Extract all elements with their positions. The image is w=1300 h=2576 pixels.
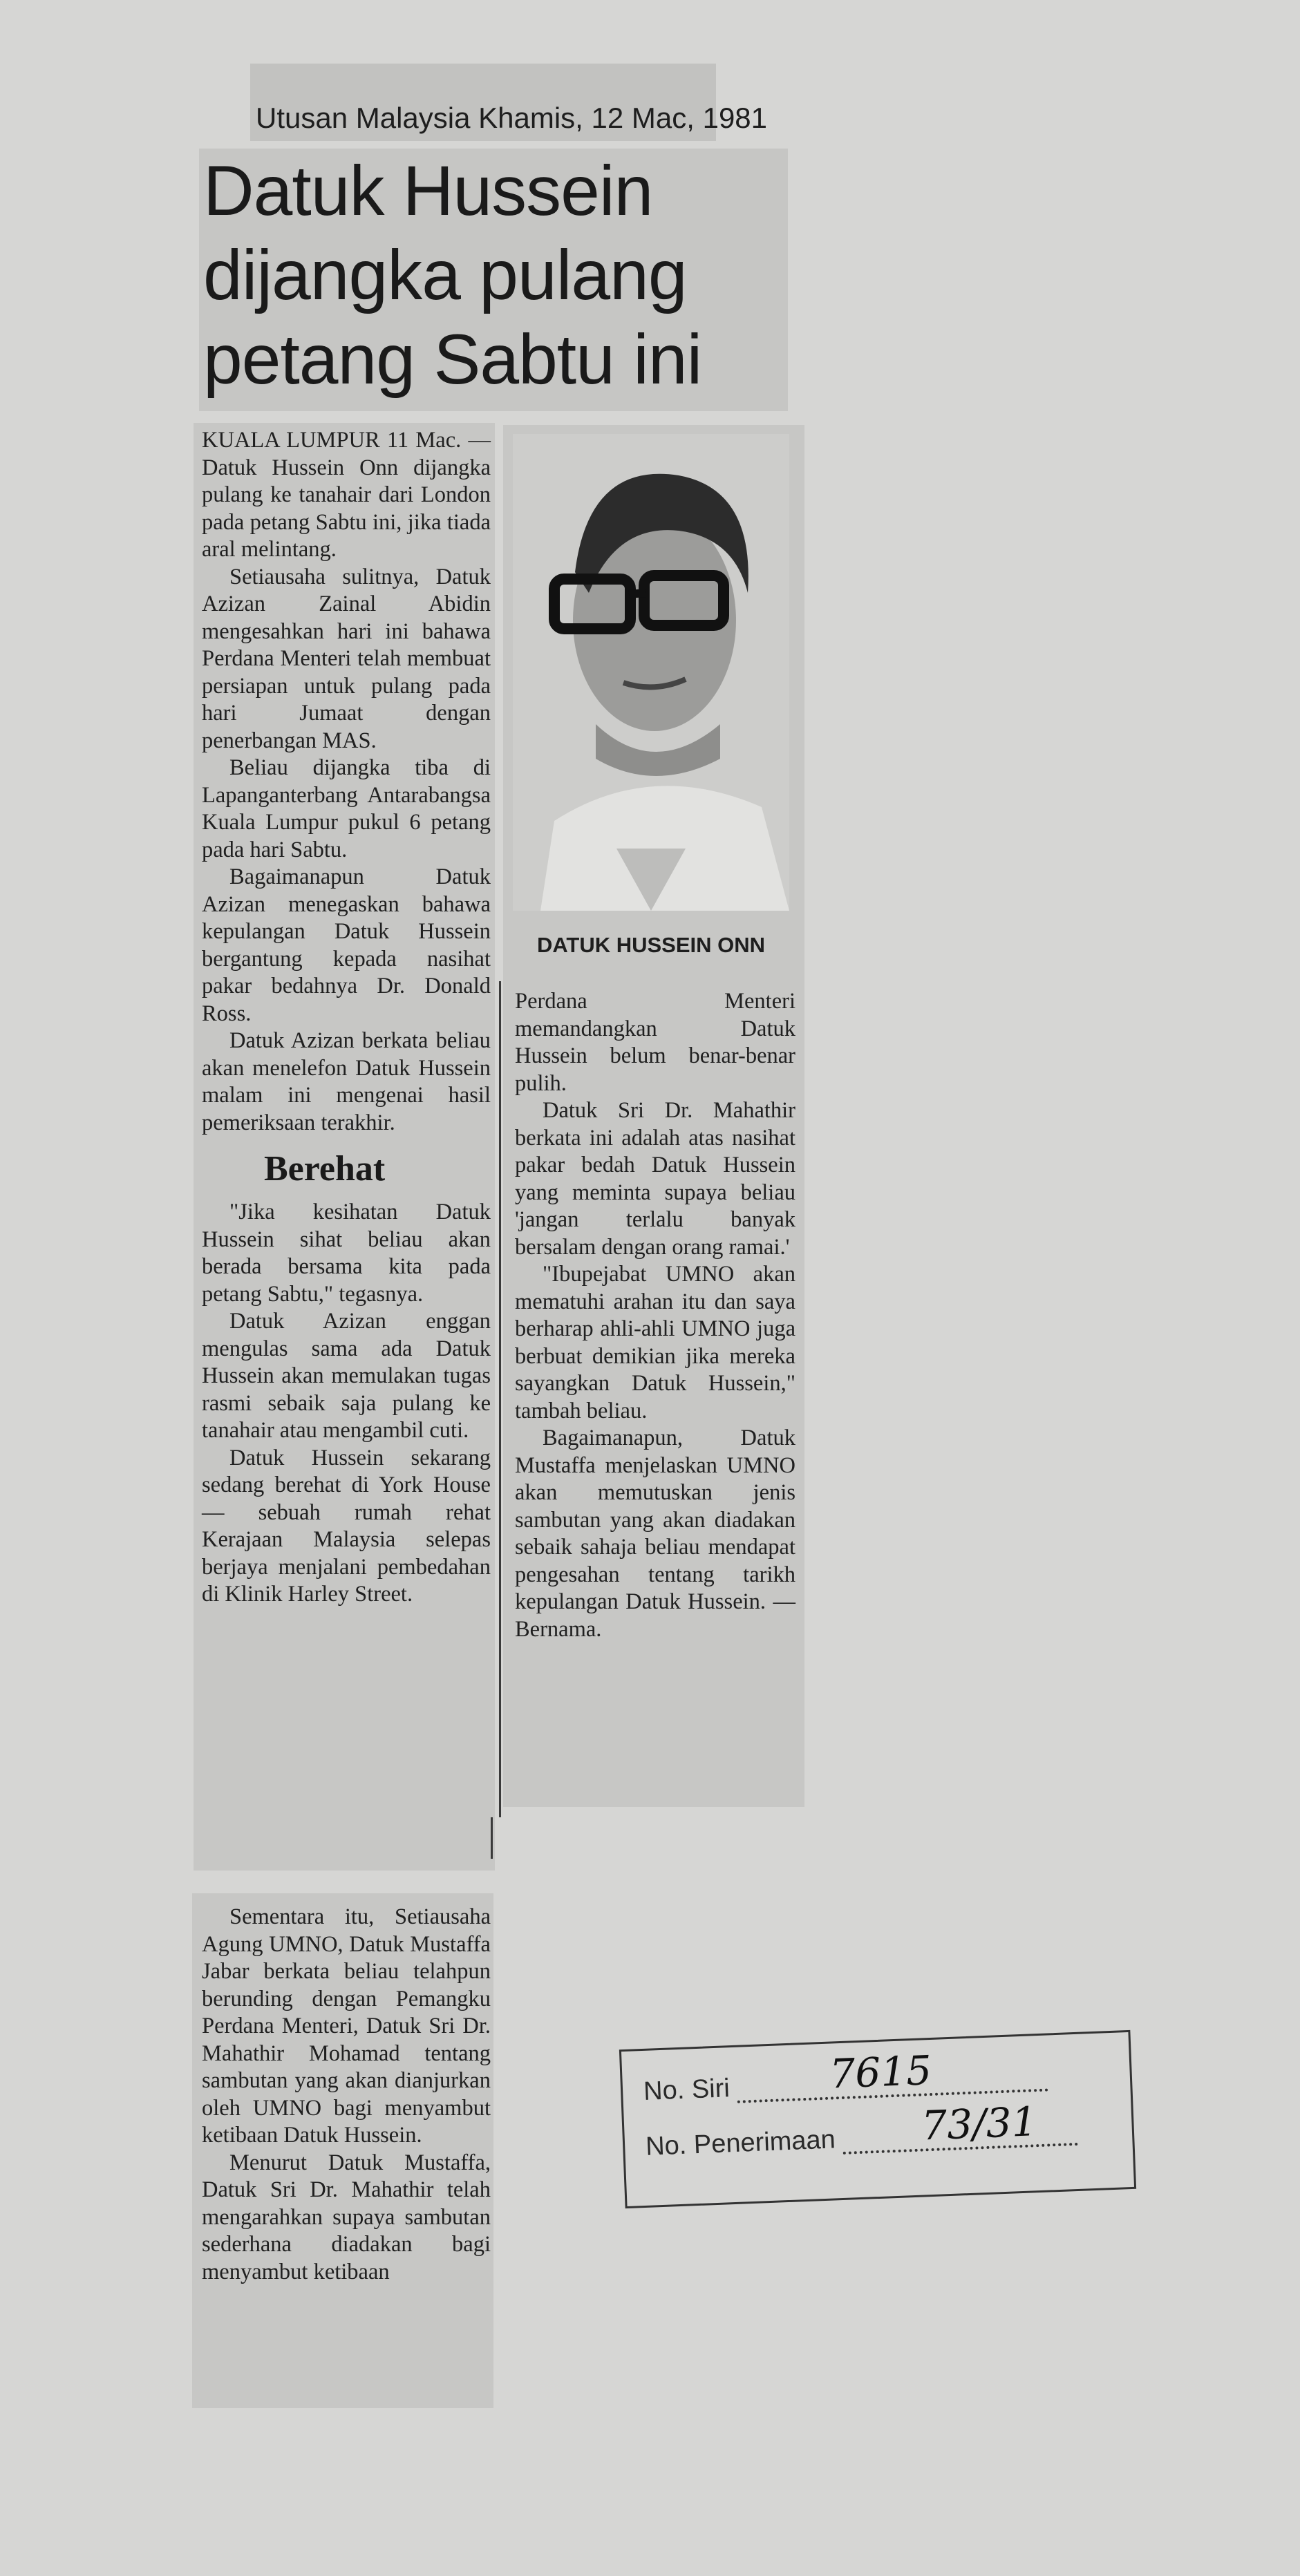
article-column-1-continued [202, 1904, 491, 2286]
paragraph: Datuk Azizan enggan mengulas sama ada Datuk Hussein akan memulakan tugas rasmi sebaik saja pulang ke tanahair atau mengambil cuti. [202, 1309, 491, 1443]
paragraph: Datuk Sri Dr. Mahathir berkata ini adalah atas nasihat pakar bedah Datuk Hussein yang meminta supaya beliau 'jangan terlalu banyak bersalam dengan orang ramai.' [515, 1098, 795, 1260]
paragraph: "Ibupejabat UMNO akan mematuhi arahan itu dan saya berharap ahli-ahli UMNO juga berbuat demikian jika mereka sayangkan Datuk Hussein," tambah beliau. [515, 1262, 795, 1423]
headline [199, 149, 788, 411]
subheading: Berehat [264, 1149, 386, 1188]
portrait-photo-icon [513, 434, 789, 911]
headline-line-2: dijangka pulang [203, 236, 687, 314]
article-column-2 [515, 988, 795, 1643]
paragraph: Beliau dijangka tiba di Lapanganterbang Antarabangsa Kuala Lumpur pukul 6 petang pada hari Sabtu. [202, 755, 491, 862]
archive-stamp [619, 2030, 1136, 2208]
paragraph: Sementara itu, Setiausaha Agung UMNO, Datuk Mustaffa Jabar berkata beliau telahpun berunding dengan Pemangku Perdana Menteri, Datuk Sri Dr. Mahathir Mohamad tentang sambutan yang akan dianjurkan oleh UMNO bagi menyambut ketibaan Datuk Hussein. [202, 1904, 491, 2148]
paragraph: Bagaimanapun, Datuk Mustaffa menjelaskan UMNO akan memutuskan jenis sambutan yang akan diadakan sebaik sahaja beliau mendapat pengesahan tentang tarikh kepulangan Datuk Hussein. — Bernama. [515, 1426, 795, 1642]
paragraph: Bagaimanapun Datuk Azizan menegaskan bahawa kepulangan Datuk Hussein bergantung kepada nasihat pakar bedahnya Dr. Donald Ross. [202, 864, 491, 1026]
headline-line-1: Datuk Hussein [203, 151, 653, 230]
column-divider [491, 1817, 493, 1859]
paragraph: KUALA LUMPUR 11 Mac. — Datuk Hussein Onn dijangka pulang ke tanahair dari London pada petang Sabtu ini, jika tiada aral melintang. [202, 428, 491, 562]
portrait-illustration [513, 434, 789, 911]
headline-line-3: petang Sabtu ini [203, 320, 702, 399]
paragraph: Setiausaha sulitnya, Datuk Azizan Zainal Abidin mengesahkan hari ini bahawa Perdana Menteri telah membuat persiapan untuk pulang pada hari Jumaat dengan penerbangan MAS. [202, 564, 491, 753]
paragraph: Datuk Hussein sekarang sedang berehat di York House — sebuah rumah rehat Kerajaan Malaysia selepas berjaya menjalani pembedahan di Klinik Harley Street. [202, 1445, 491, 1607]
masthead: Utusan Malaysia Khamis, 12 Mac, 1981 [250, 64, 716, 141]
paragraph: Menurut Datuk Mustaffa, Datuk Sri Dr. Mahathir telah mengarahkan supaya sambutan sederhana diadakan bagi menyambut ketibaan [202, 2150, 491, 2284]
stamp-penerimaan-value: 73/31 [921, 2098, 1038, 2150]
paragraph: Perdana Menteri memandangkan Datuk Hussein belum benar-benar pulih. [515, 989, 795, 1096]
stamp-siri-value: 7615 [829, 2046, 933, 2098]
stamp-siri-label: No. Siri [643, 2074, 731, 2106]
paragraph: "Jika kesihatan Datuk Hussein sihat beliau akan berada bersama kita pada petang Sabtu," tegasnya. [202, 1200, 491, 1307]
paragraph: Datuk Azizan berkata beliau akan menelefon Datuk Hussein malam ini mengenai hasil pemeriksaan terakhir. [202, 1028, 491, 1135]
article-column-1 [202, 427, 491, 1609]
column-divider [499, 981, 501, 1817]
stamp-penerimaan-label: No. Penerimaan [645, 2125, 836, 2161]
photo-caption: DATUK HUSSEIN ONN [536, 933, 766, 957]
